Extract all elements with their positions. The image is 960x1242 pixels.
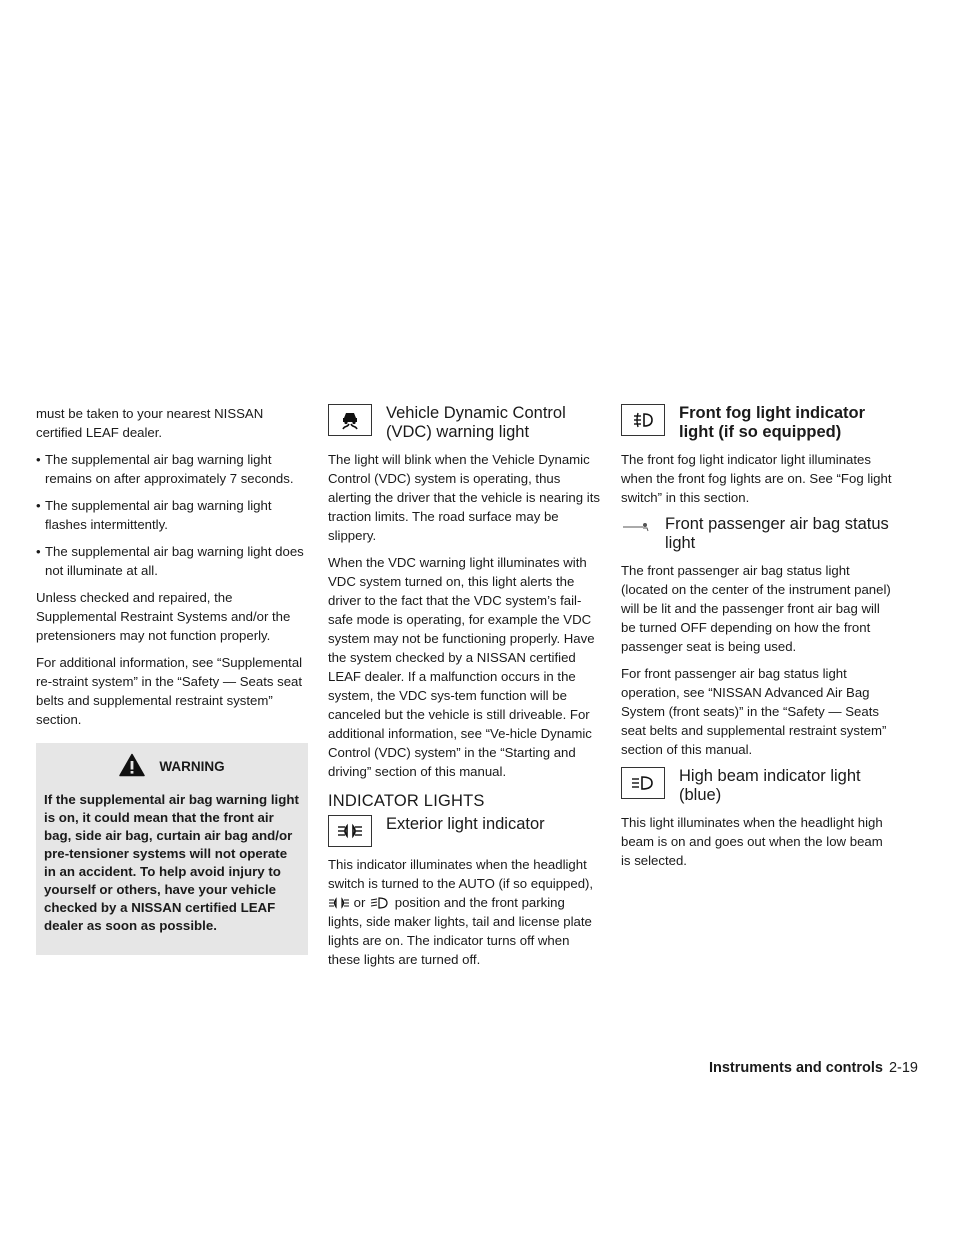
front-fog-light-icon <box>628 409 658 431</box>
vdc-heading <box>328 404 600 442</box>
exterior-light-icon <box>335 820 365 842</box>
passenger-airbag-paragraph-1: The front passenger air bag status light (located on the center of the instrument panel) will be lit and the passenger front air bag will be turned OFF depending on how the front passenger seat is being used. <box>621 563 891 654</box>
column-left <box>36 404 308 955</box>
list-item-text: The supplemental air bag warning light flashes intermittently. <box>45 498 272 532</box>
vdc-title: Vehicle Dynamic Control (VDC) warning light <box>386 404 566 441</box>
warning-text: If the supplemental air bag warning light is on, it could mean that the front air bag, side air bag, curtain air bag and/or pre-tensioner systems will not operate in an accident. To help avoid injury to yourself or others, have your vehicle checked by a NISSAN certified LEAF dealer as soon as possible. <box>44 792 299 933</box>
exterior-light-title: Exterior light indicator <box>386 815 545 833</box>
column-right <box>621 404 893 878</box>
exterior-light-heading <box>328 815 600 847</box>
bullet-mark: • <box>36 498 41 513</box>
passenger-airbag-paragraph-2: For front passenger air bag status light operation, see “NISSAN Advanced Air Bag System (front seats)” in the “Safety — Seats seat belts and supplemental restraint system” section of this manual. <box>621 666 887 757</box>
warning-box <box>36 743 308 955</box>
list-item-text: The supplemental air bag warning light does not illuminate at all. <box>45 544 304 578</box>
exterior-light-text-b: position and the front parking lights, side maker lights, tail and license plate lights are on. The indicator turns off when these lights are turned off. <box>328 895 592 967</box>
exterior-light-inline-icon <box>328 896 350 910</box>
intro-text: must be taken to your nearest NISSAN certified LEAF dealer. <box>36 406 264 440</box>
bullet-mark: • <box>36 452 41 467</box>
vdc-paragraph-1: The light will blink when the Vehicle Dynamic Control (VDC) system is operating, thus alerting the driver that the vehicle is nearing its traction limits. The road surface may be slippery. <box>328 452 600 543</box>
high-beam-icon-frame <box>621 767 665 799</box>
section-title-indicator-lights: INDICATOR LIGHTS <box>328 792 485 810</box>
high-beam-paragraph: This light illuminates when the headlight high beam is on and goes out when the low beam is selected. <box>621 815 883 868</box>
bullet-mark: • <box>36 544 41 559</box>
warning-triangle-icon <box>119 753 145 777</box>
list-item <box>36 450 308 488</box>
exterior-light-paragraph <box>328 855 600 969</box>
footer-section-name: Instruments and controls <box>708 1060 883 1076</box>
warning-header <box>44 753 300 777</box>
fog-light-title: Front fog light indicator light (if so equipped) <box>679 404 866 441</box>
passenger-airbag-heading <box>621 515 893 553</box>
high-beam-heading <box>621 767 893 805</box>
paragraph-additional-info: For additional information, see “Supplemental re-straint system” in the “Safety — Seats seat belts and supplemental restraint system” section. <box>36 655 303 727</box>
list-item-text: The supplemental air bag warning light remains on after approximately 7 seconds. <box>45 452 294 486</box>
page-footer <box>709 1060 918 1076</box>
fog-light-heading <box>621 404 893 442</box>
fog-light-icon-frame <box>621 404 665 436</box>
exterior-light-text-a: This indicator illuminates when the headlight switch is turned to the AUTO (if so equipped), <box>328 857 594 891</box>
exterior-light-text-or: or <box>353 895 366 910</box>
vdc-icon-frame <box>328 404 372 436</box>
list-item <box>36 542 308 580</box>
warning-title: WARNING <box>159 759 225 774</box>
exterior-light-icon-frame <box>328 815 372 847</box>
passenger-airbag-status-icon <box>621 515 651 537</box>
fog-light-paragraph: The front fog light indicator light illuminates when the front fog lights are on. See “Fog light switch” in this section. <box>621 452 892 505</box>
high-beam-icon <box>628 772 658 794</box>
vdc-skid-car-icon <box>335 409 365 431</box>
passenger-airbag-icon-frame <box>621 515 651 537</box>
column-middle <box>328 404 600 977</box>
vdc-paragraph-2: When the VDC warning light illuminates with VDC system turned on, this light alerts the driver to the fact that the VDC system’s fail-safe mode is operating, for example the VDC system may not be functioning properly. Have the system checked by a NISSAN certified LEAF dealer. If a malfunction occurs in the system, the VDC sys-tem function will be canceled but the vehicle is still driveable. For additional information, see “Ve-hicle Dynamic Control (VDC) system” in the “Starting and driving” section of this manual. <box>328 555 595 779</box>
paragraph-unless-checked: Unless checked and repaired, the Supplemental Restraint Systems and/or the pretensioners may not function properly. <box>36 590 291 643</box>
bullet-list <box>36 450 308 580</box>
page-number: 2-19 <box>888 1060 918 1076</box>
passenger-airbag-title: Front passenger air bag status light <box>665 515 889 552</box>
high-beam-title: High beam indicator light (blue) <box>679 767 861 804</box>
headlight-inline-icon <box>369 896 391 910</box>
list-item <box>36 496 308 534</box>
